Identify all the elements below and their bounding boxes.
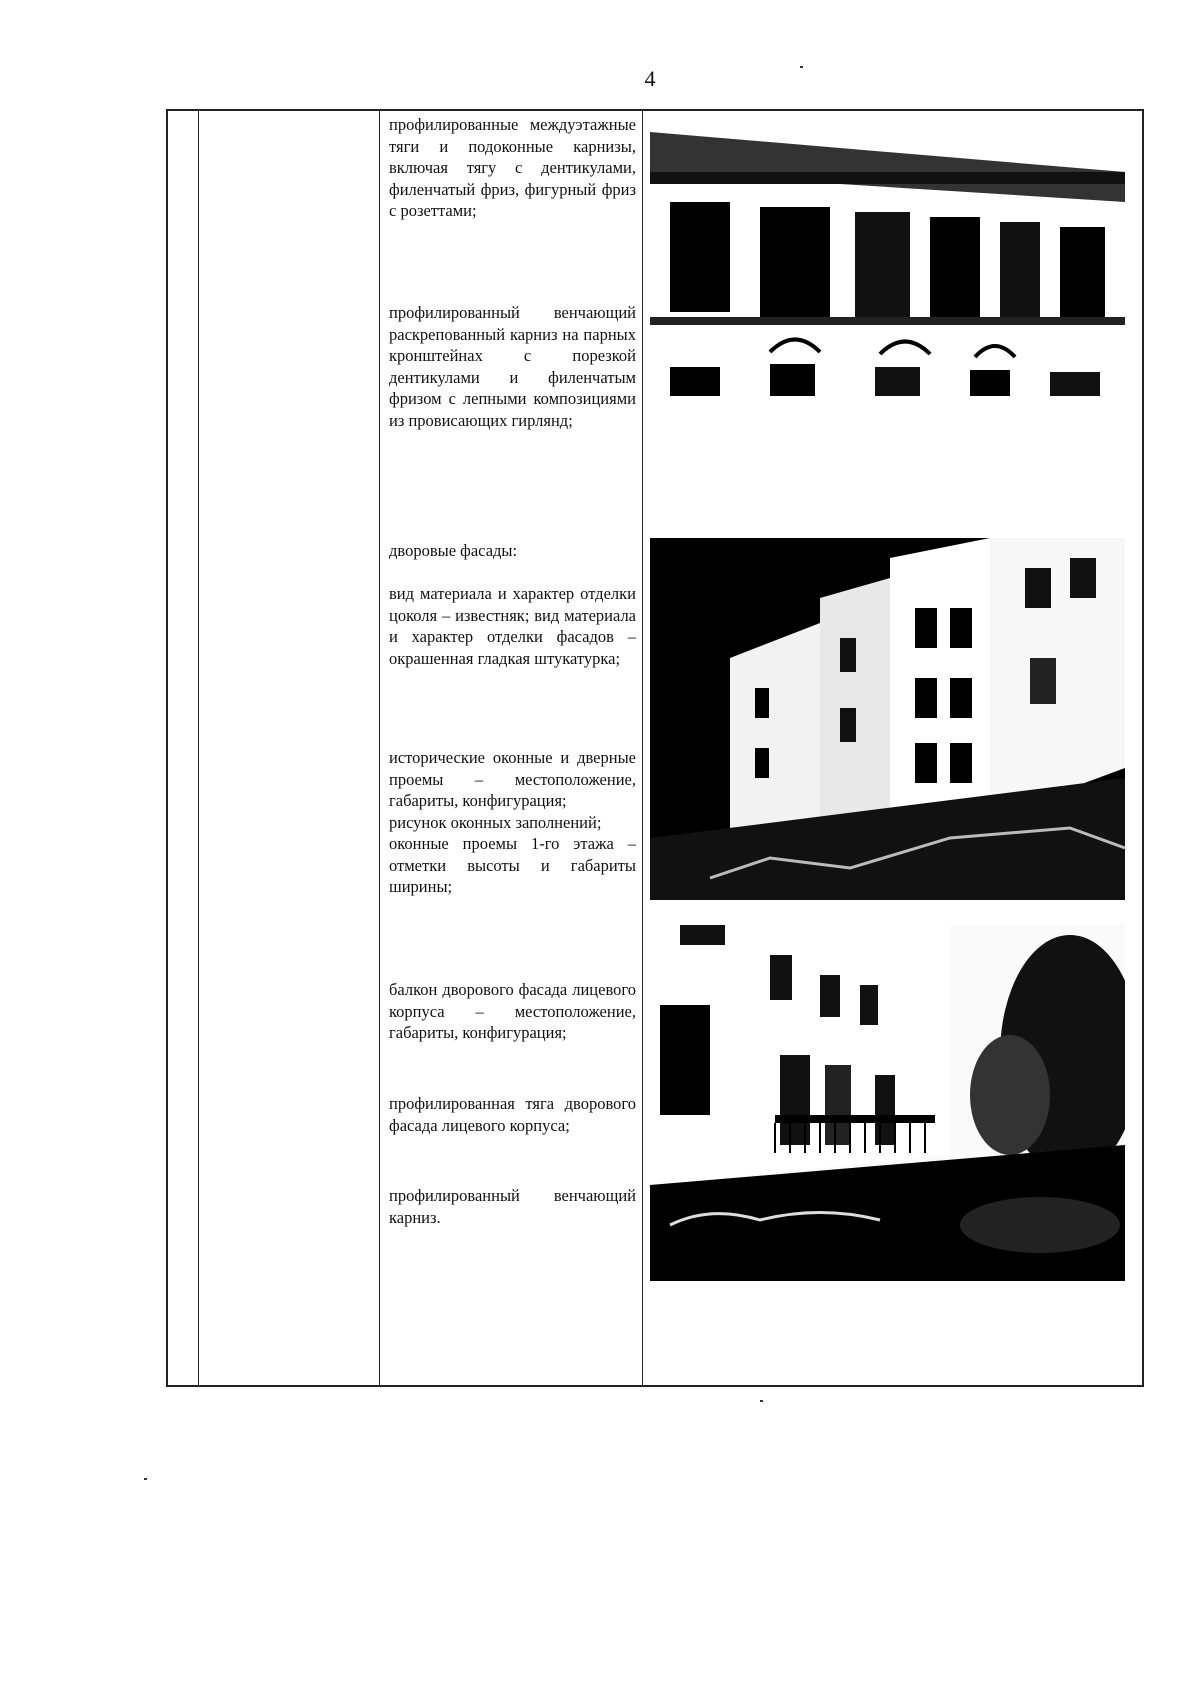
paragraph-text: рисунок оконных заполнений;	[389, 812, 602, 832]
photo-courtyard	[650, 538, 1125, 900]
paragraph-final-cornice	[389, 1185, 636, 1228]
paragraph-text: профилированный венчающий карниз.	[389, 1186, 636, 1227]
scan-speck	[760, 1400, 763, 1402]
paragraph-text: балкон дворового фасада лицевого корпуса – местоположение, габариты, конфигурация;	[389, 980, 636, 1042]
paragraph-text: дворовые фасады:	[389, 541, 518, 560]
photo-courtyard-balcony-image	[650, 925, 1125, 1281]
column-divider-3	[642, 111, 643, 1385]
paragraph-text: вид материала и характер отделки цоколя – известняк; вид материала и характер отделки фасадов – окрашенная гладкая штукатурка;	[389, 584, 636, 668]
paragraph-courtyard-molding	[389, 1093, 636, 1136]
column-divider-1	[198, 111, 199, 1385]
paragraph-text: профилированный венчающий раскрепованный карниз на парных кронштейнах с порезкой дентикулами и филенчатым фризом с лепными композициями из провисающих гирлянд;	[389, 303, 636, 430]
paragraph-materials	[389, 583, 636, 669]
photo-street-facade-image	[650, 132, 1125, 396]
page-number: 4	[644, 66, 656, 91]
photo-courtyard-image	[650, 538, 1125, 900]
scan-speck	[144, 1478, 147, 1480]
photo-street-facade	[650, 132, 1125, 396]
paragraph-balcony	[389, 979, 636, 1044]
column-divider-2	[379, 111, 380, 1385]
paragraph-facade-moldings	[389, 114, 636, 222]
paragraph-text: оконные проемы 1-го этажа – отметки высоты и габариты ширины;	[389, 834, 636, 896]
paragraph-text: профилированные междуэтажные тяги и подоконные карнизы, включая тягу с дентикулами, филенчатый фриз, фигурный фриз с розеттами;	[389, 115, 636, 220]
paragraph-text: исторические оконные и дверные проемы – местоположение, габариты, конфигурация;	[389, 748, 636, 810]
paragraph-text: профилированная тяга дворового фасада лицевого корпуса;	[389, 1094, 636, 1135]
photo-courtyard-balcony	[650, 925, 1125, 1281]
paragraph-crowning-cornice	[389, 302, 636, 431]
paragraph-openings	[389, 747, 636, 898]
paragraph-courtyard-heading	[389, 540, 636, 562]
scan-speck	[800, 66, 803, 68]
